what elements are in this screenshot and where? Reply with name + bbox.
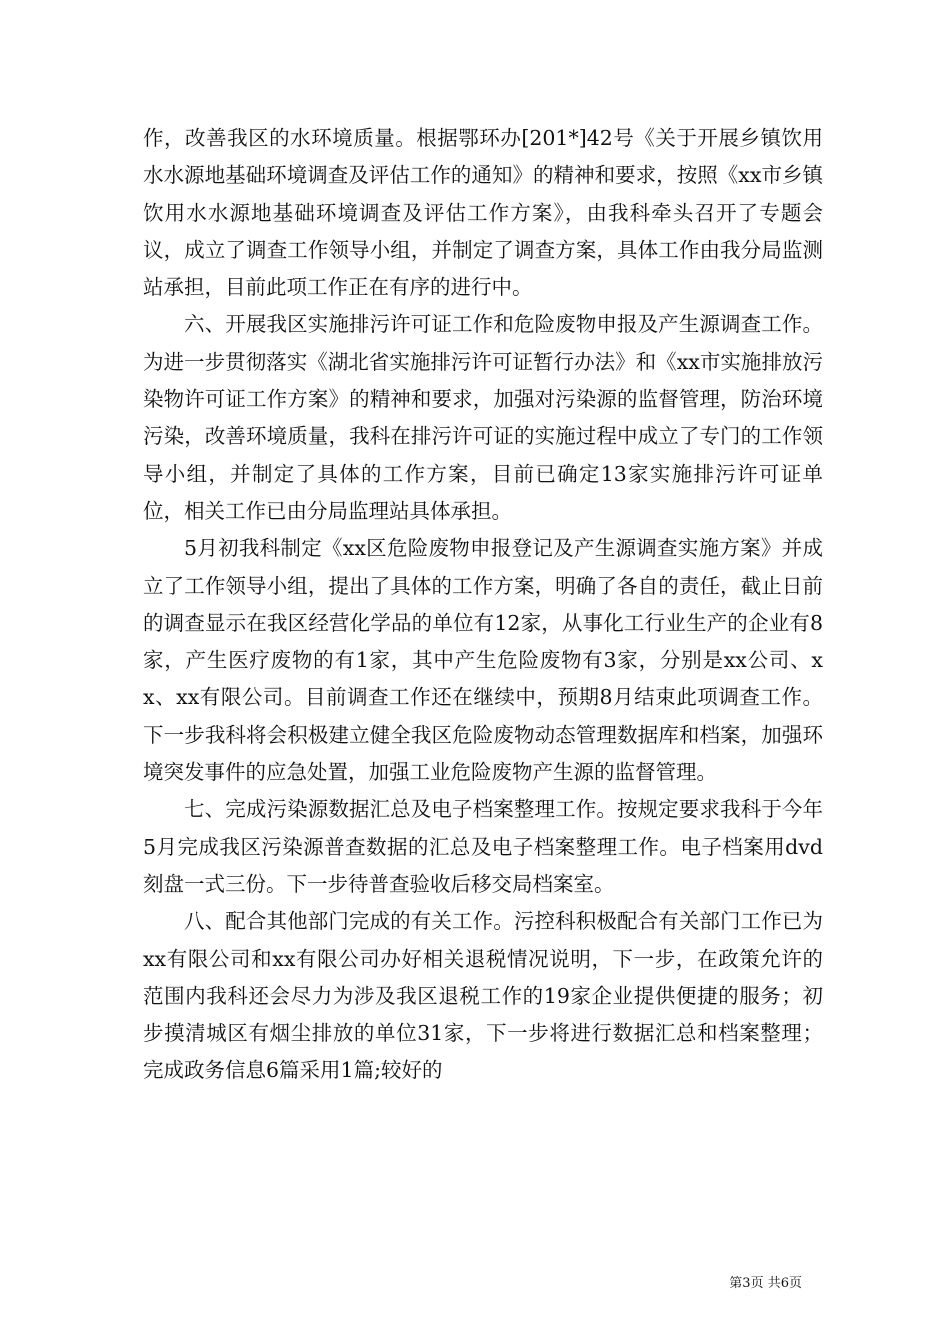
paragraph-continuation: 作，改善我区的水环境质量。根据鄂环办[201*]42号《关于开展乡镇饮用水水源地基础环境调查及评估工作的通知》的精神和要求，按照《xx市乡镇饮用水水源地基础环境调查及评估工作方案》，由我科牵头召开了专题会议，成立了调查工作领导小组，并制定了调查方案，具体工作由我分局监测站承担，目前此项工作正在有序的进行中。 [143, 126, 823, 300]
paragraph-hazardous-waste: 5月初我科制定《xx区危险废物申报登记及产生源调查实施方案》并成立了工作领导小组，提出了具体的工作方案，明确了各自的责任，截止日前的调查显示在我区经营化学品的单位有12家，从事化工行业生产的企业有8家，产生医疗废物的有1家，其中产生危险废物有3家，分别是xx公司、xx、xx有限公司。目前调查工作还在继续中，预期8月结束此项调查工作。下一步我科将会积极建立健全我区危险废物动态管理数据库和档案，加强环境突发事件的应急处置，加强工业危险废物产生源的监督管理。 [143, 536, 823, 785]
total-page-number: 6 [780, 1276, 789, 1291]
document-body [143, 120, 823, 1090]
current-page-number: 3 [742, 1276, 751, 1291]
paragraph-section-seven: 七、完成污染源数据汇总及电子档案整理工作。按规定要求我科于今年5月完成我区污染源普查数据的汇总及电子档案整理工作。电子档案用dvd刻盘一式三份。下一步待普查验收后移交局档案室。 [143, 797, 823, 896]
paragraph-section-six: 六、开展我区实施排污许可证工作和危险废物申报及产生源调查工作。为进一步贯彻落实《湖北省实施排污许可证暂行办法》和《xx市实施排放污染物许可证工作方案》的精神和要求，加强对污染源的监督管理，防治环境污染，改善环境质量，我科在排污许可证的实施过程中成立了专门的工作领导小组，并制定了具体的工作方案，目前已确定13家实施排污许可证单位，相关工作已由分局监理站具体承担。 [143, 312, 823, 523]
page-mid: 页 共 [750, 1276, 781, 1291]
paragraph-section-eight: 八、配合其他部门完成的有关工作。污控科积极配合有关部门工作已为xx有限公司和xx有限公司办好相关退税情况说明，下一步，在政策允许的范围内我科还会尽力为涉及我区退税工作的19家企业提供便捷的服务；初步摸清城区有烟尘排放的单位31家，下一步将进行数据汇总和档案整理；完成政务信息6篇采用1篇;较好的 [143, 909, 823, 1083]
page-prefix: 第 [729, 1276, 743, 1291]
page-number-footer [729, 1276, 802, 1292]
page-suffix: 页 [788, 1276, 802, 1291]
